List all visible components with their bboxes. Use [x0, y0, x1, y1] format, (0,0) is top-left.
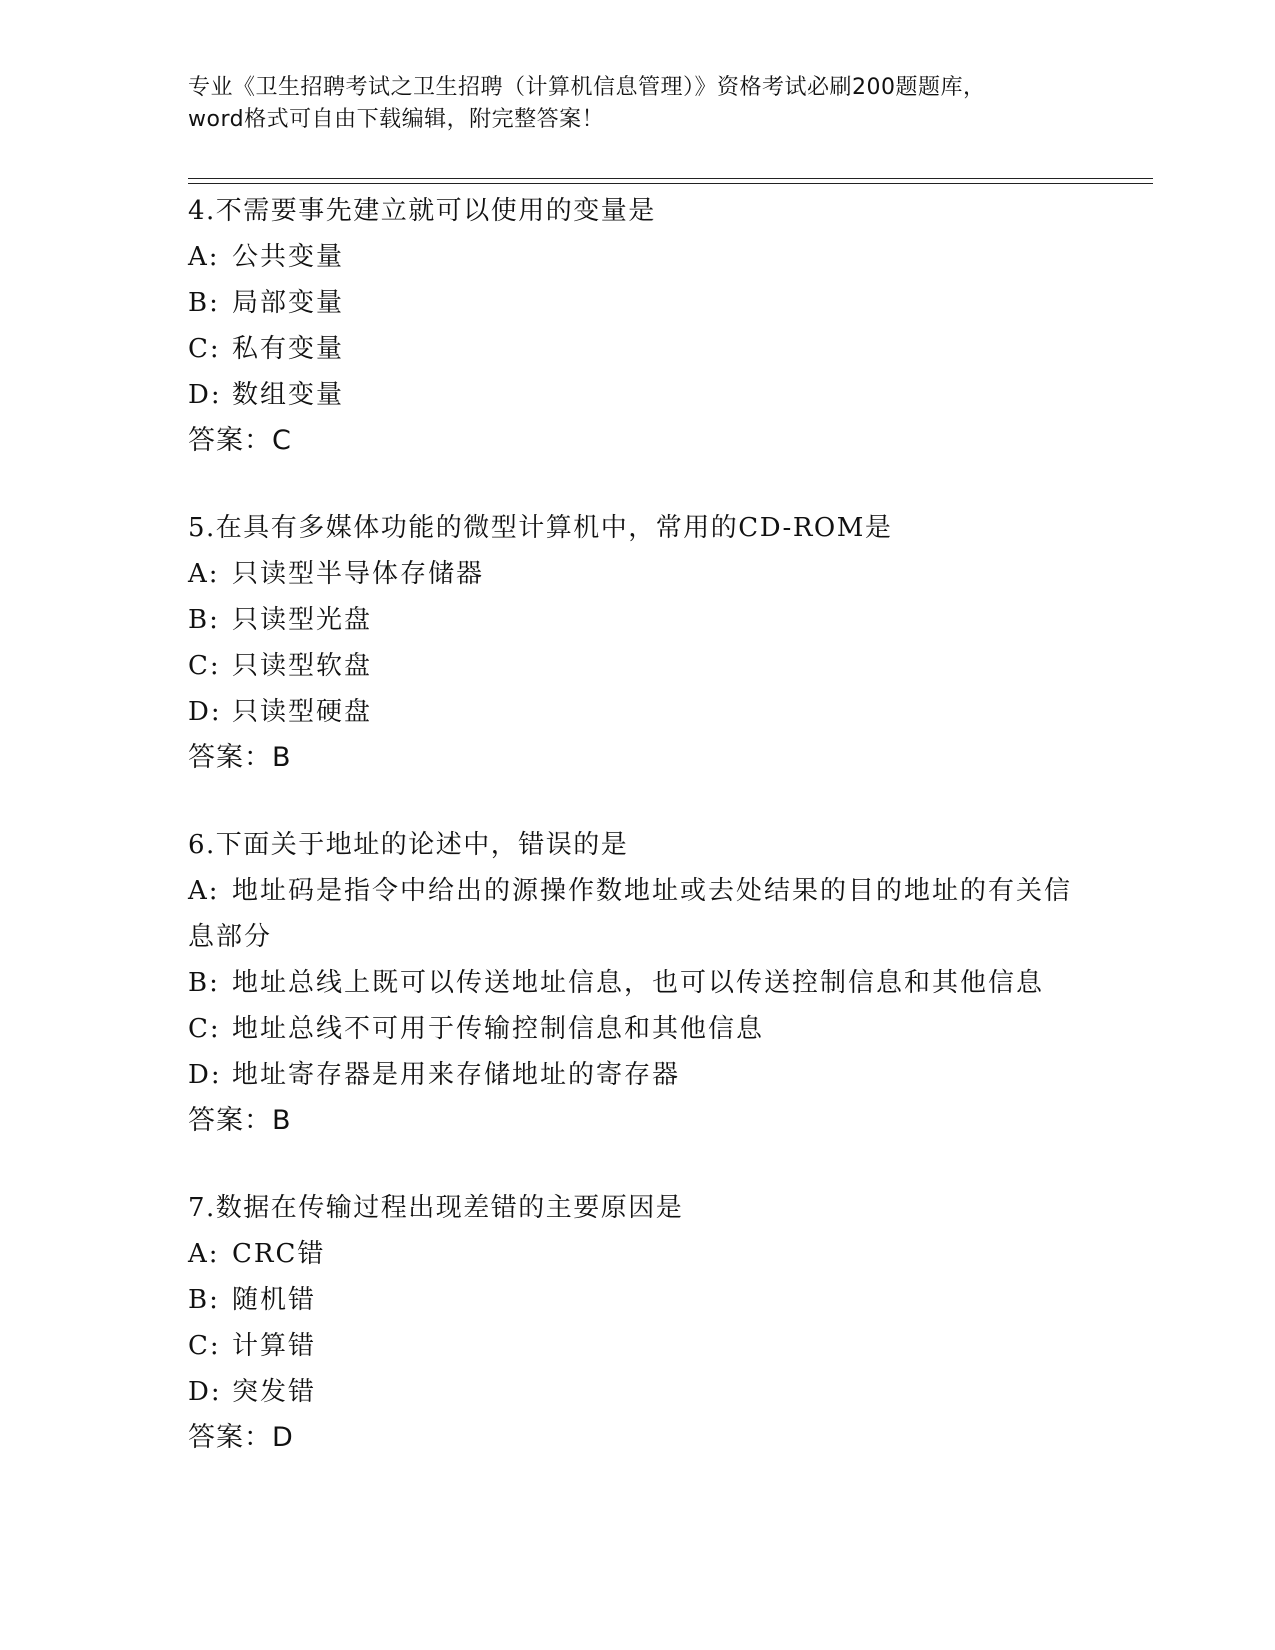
- document-header: [188, 72, 1088, 136]
- option-b: [188, 960, 1148, 1006]
- option-text: 地址总线上既可以传送地址信息，也可以传送控制信息和其他信息: [232, 968, 1045, 998]
- option-d: [188, 372, 1148, 418]
- option-text: 只读型半导体存储器: [232, 559, 485, 589]
- option-text: 局部变量: [232, 288, 345, 318]
- question-6: [188, 822, 1148, 1144]
- option-letter: B:: [188, 1285, 220, 1315]
- question-stem: 6.下面关于地址的论述中，错误的是: [188, 830, 629, 860]
- option-text: 地址码是指令中给出的源操作数地址或去处结果的目的地址的有关信息部分: [188, 876, 1073, 952]
- option-letter: B:: [188, 288, 220, 318]
- option-c: [188, 1006, 1148, 1052]
- option-letter: D:: [188, 697, 222, 727]
- option-c: [188, 326, 1148, 372]
- answer-line: 答案：D: [188, 1422, 294, 1453]
- option-text: 私有变量: [232, 334, 345, 364]
- option-letter: A:: [188, 1239, 220, 1269]
- option-text: 只读型软盘: [232, 651, 373, 681]
- option-letter: A:: [188, 242, 220, 272]
- option-letter: C:: [188, 651, 221, 681]
- option-text: 公共变量: [232, 242, 345, 272]
- option-letter: C:: [188, 1331, 221, 1361]
- option-b: [188, 597, 1148, 643]
- option-letter: C:: [188, 334, 221, 364]
- option-text: 地址总线不可用于传输控制信息和其他信息: [232, 1014, 765, 1044]
- option-a: [188, 551, 1148, 597]
- option-letter: C:: [188, 1014, 221, 1044]
- question-4: [188, 188, 1148, 464]
- option-text: 数组变量: [232, 380, 345, 410]
- option-letter: D:: [188, 1060, 222, 1090]
- question-stem: 5.在具有多媒体功能的微型计算机中，常用的CD-ROM是: [188, 513, 893, 543]
- option-letter: A:: [188, 876, 220, 906]
- header-divider-top: [188, 178, 1153, 179]
- answer-line: 答案：B: [188, 1105, 292, 1136]
- option-c: [188, 643, 1148, 689]
- option-a: [188, 868, 1088, 960]
- option-letter: D:: [188, 380, 222, 410]
- header-divider-bottom: [188, 183, 1153, 184]
- option-letter: B:: [188, 605, 220, 635]
- option-text: 只读型硬盘: [232, 697, 373, 727]
- header-title-line-1: 专业《卫生招聘考试之卫生招聘（计算机信息管理）》资格考试必刷200题题库，: [188, 75, 986, 100]
- option-text: 突发错: [232, 1377, 317, 1407]
- option-c: [188, 1323, 1148, 1369]
- option-letter: B:: [188, 968, 220, 998]
- option-a: [188, 234, 1148, 280]
- option-d: [188, 689, 1148, 735]
- question-stem: 4.不需要事先建立就可以使用的变量是: [188, 196, 656, 226]
- header-title-line-2: word格式可自由下载编辑，附完整答案！: [188, 107, 605, 132]
- option-text: 只读型光盘: [232, 605, 373, 635]
- answer-line: 答案：C: [188, 425, 292, 456]
- question-stem: 7.数据在传输过程出现差错的主要原因是: [188, 1193, 684, 1223]
- question-7: [188, 1185, 1148, 1461]
- option-text: CRC错: [232, 1239, 326, 1269]
- question-5: [188, 505, 1148, 781]
- option-text: 随机错: [232, 1285, 317, 1315]
- option-a: [188, 1231, 1148, 1277]
- option-letter: A:: [188, 559, 220, 589]
- answer-line: 答案：B: [188, 742, 292, 773]
- option-letter: D:: [188, 1377, 222, 1407]
- option-text: 计算错: [232, 1331, 317, 1361]
- option-b: [188, 280, 1148, 326]
- option-d: [188, 1052, 1148, 1098]
- question-list: [188, 188, 1148, 1502]
- option-b: [188, 1277, 1148, 1323]
- option-d: [188, 1369, 1148, 1415]
- option-text: 地址寄存器是用来存储地址的寄存器: [232, 1060, 681, 1090]
